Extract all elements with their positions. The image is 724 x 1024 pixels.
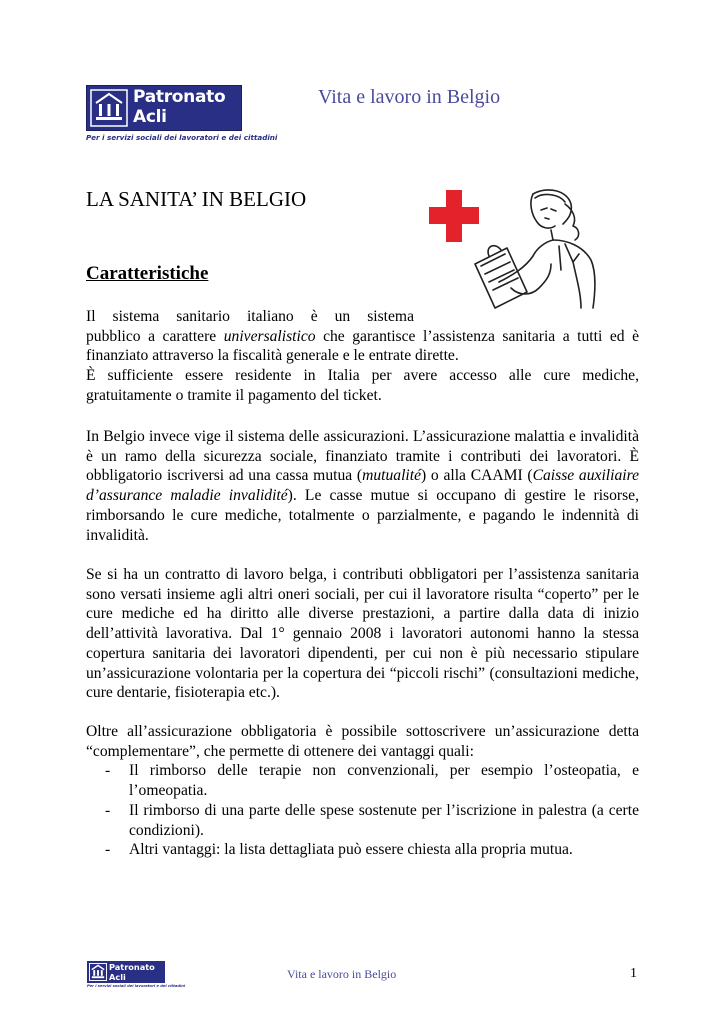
paragraph-complementary-intro: Oltre all’assicurazione obbligatoria è possibile sottoscrivere un’assicurazione detta “complementare”, che permette di ottenere dei vantaggi quali: bbox=[86, 723, 639, 760]
paragraph-belgium-body bbox=[86, 427, 639, 545]
document-title: LA SANITA’ IN BELGIO bbox=[86, 187, 307, 211]
logo-name-line1: Patronato bbox=[133, 87, 226, 107]
list-item-text: Altri vantaggi: la lista dettagliata può essere chiesta alla propria mutua. bbox=[129, 841, 573, 859]
footer-logo bbox=[87, 961, 186, 991]
bullet-dash: - bbox=[105, 841, 111, 859]
footer-title: Vita e lavoro in Belgio bbox=[287, 967, 397, 981]
logo-name bbox=[133, 87, 241, 127]
paragraph-belgium-text-b: ) o alla CAAMI ( bbox=[421, 467, 533, 485]
bullet-dash: - bbox=[105, 762, 111, 780]
paragraph-italy-body bbox=[86, 327, 639, 366]
paragraph-complementary bbox=[86, 722, 639, 860]
paragraph-belgium-text-a: In Belgio invece vige il sistema delle assicurazioni. L’assicurazione malattia e invalidità è un ramo della sicurezza sociale, finanziato tramite i contributi dei lavoratori. È obbligatorio iscriversi ad una cassa mutua ( bbox=[86, 428, 639, 485]
bullet-dash: - bbox=[105, 801, 111, 819]
paragraph-italy-text-a: pubblico a carattere bbox=[86, 327, 224, 345]
paragraph-belgium-text-c: ). Le casse mutue si occupano di gestire le risorse, rimborsando le cure mediche, totalmente o parzialmente, e pagando le indennità di invalidità. bbox=[86, 487, 640, 544]
list-item-text: Il rimborso di una parte delle spese sostenute per l’iscrizione in palestra (a certe condizioni). bbox=[129, 801, 639, 839]
paragraph-contract bbox=[86, 565, 639, 703]
acli-emblem-icon bbox=[89, 963, 107, 981]
universalistico-term: universalistico bbox=[223, 327, 316, 345]
logo-name-line2: Acli bbox=[133, 107, 167, 127]
paragraph-belgium bbox=[86, 427, 639, 545]
list-item bbox=[86, 840, 639, 860]
list-item bbox=[86, 761, 639, 800]
page-number: 1 bbox=[630, 966, 637, 981]
patronato-acli-logo bbox=[86, 85, 278, 147]
paragraph-italy bbox=[86, 307, 639, 406]
paragraph-italy-first-line: Il sistema sanitario italiano è un sistema bbox=[86, 308, 414, 325]
paragraph-italy-text-b: che garantisce l’assistenza sanitaria a tutti ed è finanziato attraverso la fiscalità generale e le entrate dirette. bbox=[86, 327, 639, 365]
paragraph-italy-sentence2: È sufficiente essere residente in Italia per avere accesso alle cure mediche, gratuitamente o tramite il pagamento del ticket. bbox=[86, 367, 639, 404]
list-item-text: Il rimborso delle terapie non convenzionali, per esempio l’osteopatia, e l’omeopatia. bbox=[129, 762, 639, 800]
footer-logo-name bbox=[109, 962, 155, 982]
footer-logo-tagline: Per i servizi sociali dei lavoratori e dei cittadini bbox=[87, 984, 186, 988]
footer-logo-name-line2: Acli bbox=[109, 972, 126, 982]
acli-emblem-icon bbox=[90, 89, 128, 127]
section-title: Caratteristiche bbox=[86, 263, 209, 284]
logo-box bbox=[86, 85, 242, 131]
paragraph-contract-body: Se si ha un contratto di lavoro belga, i contributi obbligatori per l’assistenza sanitaria sono versati insieme agli altri oneri sociali, per cui il lavoratore risulta “coperto” per le cure mediche ed ha diritto alle diverse prestazioni, a partire dalla data di inizio dell’attività lavorativa. Dal 1° gennaio 2008 i lavoratori autonomi hanno la stessa copertura sanitaria dei lavoratori dipendenti, per cui non è più necessario stipulare un’assicurazione volontaria per la copertura dei “piccoli rischi” (consultazioni mediche, cure dentarie, fisioterapia etc.). bbox=[86, 566, 639, 702]
nurse-illustration bbox=[455, 184, 603, 312]
header-title: Vita e lavoro in Belgio bbox=[318, 86, 501, 108]
advantages-list bbox=[86, 761, 639, 860]
list-item bbox=[86, 801, 639, 840]
footer-logo-box bbox=[87, 961, 165, 983]
mutualite-term: mutualité bbox=[362, 467, 421, 485]
footer-logo-name-line1: Patronato bbox=[109, 962, 155, 972]
logo-tagline: Per i servizi sociali dei lavoratori e dei cittadini bbox=[86, 133, 278, 142]
caami-term: Caisse auxiliaire d’assurance maladie invalidité bbox=[86, 467, 639, 505]
